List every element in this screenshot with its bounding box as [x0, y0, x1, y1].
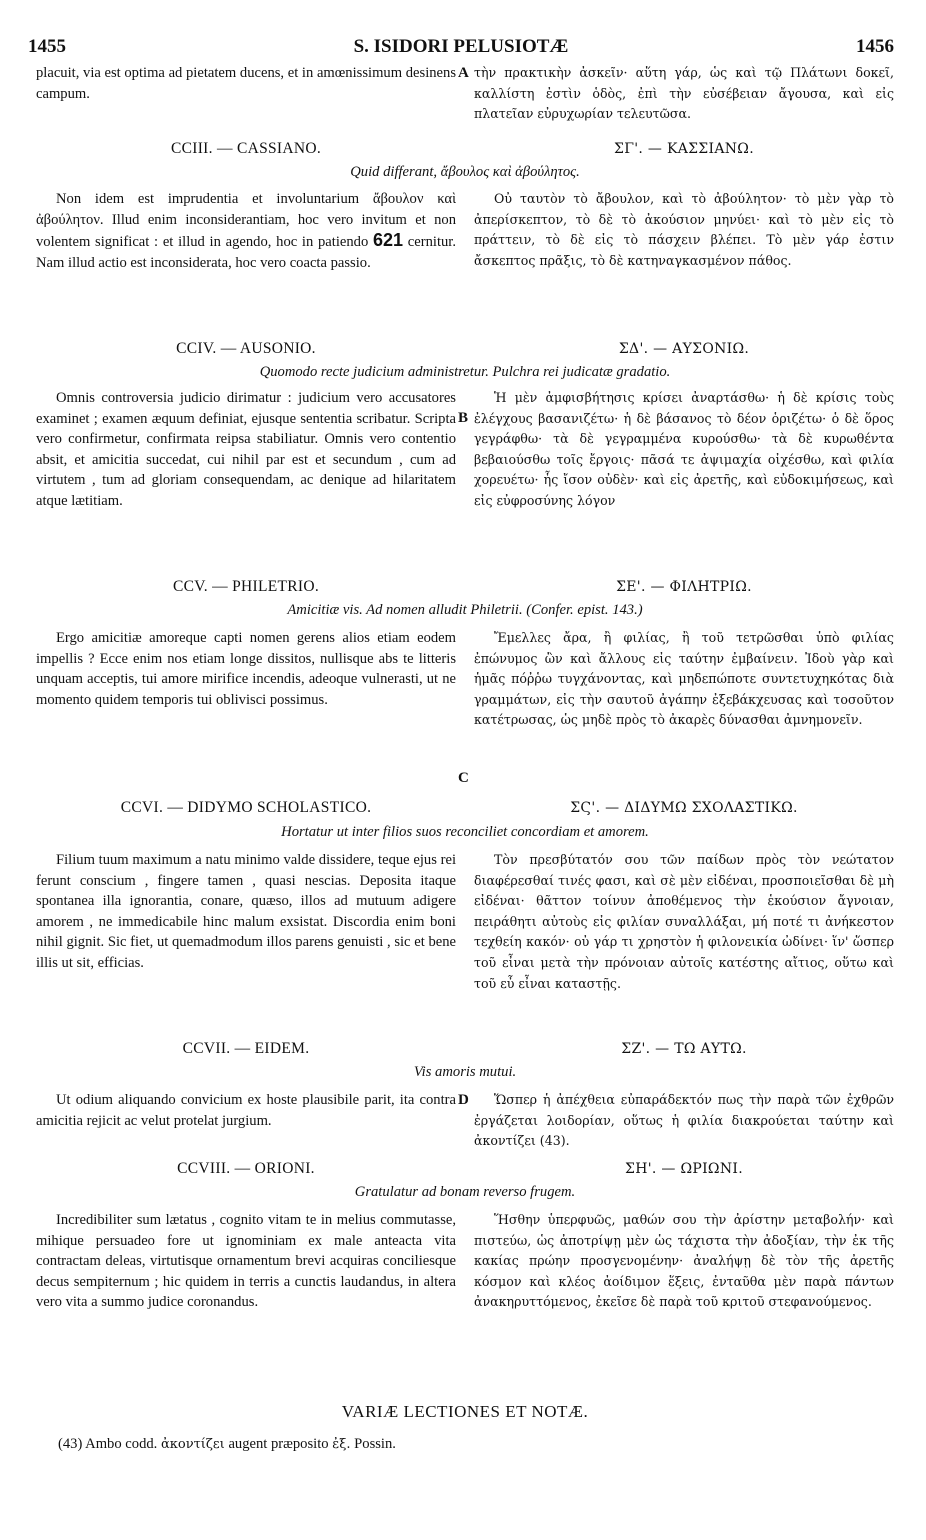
continuation-latin: placuit, via est optima ad pietatem ducens, et in amœnissimum desinens campum.: [36, 65, 456, 102]
letter-206-greek-title: ΣϚ'. — ΔΙΔΥΜΩ ΣΧΟΛΑΣΤΙΚΩ.: [570, 800, 798, 816]
margin-marker-b: B: [458, 410, 469, 426]
letter-203-latin-part1: Non idem est imprudentia et involuntarium ἄβουλον καὶ ἀβούλητον. Illud enim inconsiderantiam, hoc vero invitum et non volentem significat : et illud in agendo, hoc in patiendo: [36, 191, 456, 251]
letter-204-latin: Omnis controversia judicio dirimatur : judicium vero accusatores examinet ; examen æquum definiat, ejusque sententia scribatur. Scripta vero confirmetur, confirmata reipsa stabiliatur. Omnis vero contentio absit, et amicitia succedat, cui nihil par est et secundum , cum ad virtutem , tum ad gloriam consequendam, ac denique ad hilaritatem atque lætitiam.: [36, 390, 456, 509]
footnote-43: [58, 1436, 888, 1453]
letter-206-latin-title: CCVI. — DIDYMO SCHOLASTICO.: [120, 799, 372, 816]
footnote-greek-2: ἐξ.: [332, 1437, 351, 1452]
letter-206-latin: Filium tuum maximum a natu minimo valde dissidere, teque ejus rei ferunt conscium , fingere tamen , quasi nescias. Deposita itaque spontanea illa ignorantia, conare, quæso, illos ad mutuum adigere amorem , ne immedicabile hinc malum exsistat. Discordia enim boni nihil gignit. Sic fiet, ut quemadmodum illos parens genuisti , sic et bene illis ut sit, efficias.: [36, 852, 456, 971]
letter-207-greek: Ὥσπερ ἡ ἀπέχθεια εὐπαράδεκτόν πως τὴν παρὰ τῶν ἐχθρῶν ἐργάζεται λοιδορίαν, οὕτως ἡ φιλία διακρούεται ταύτην καὶ ἀκοντίζει (43).: [474, 1092, 894, 1149]
footnote-text-1: (43) Ambo codd.: [58, 1436, 158, 1452]
letter-205-latin-title: CCV. — PHILETRIO.: [172, 578, 320, 595]
letter-205-greek: Ἔμελλες ἄρα, ἢ φιλίας, ἢ τοῦ τετρῶσθαι ὑπὸ φιλίας ἐπώνυμος ὢν καὶ ἄλλους εἰς ταύτην ἐμβαίνειν. Ἰδοὺ γὰρ καὶ ἡμᾶς πόῤῥω τυγχάνοντας, καὶ μηδεπώποτε συντετυχηκότας διὰ γραμμάτων, εἰς τὴν σαυτοῦ ἀγάπην ἐξεβάκχευσας καὶ τοσοῦτον κατέτρωσας, ὡς μηδὲ πρὸς τὸ ἀκαρὲς δύνασθαι ἀμνημονεῖν.: [474, 630, 894, 728]
letter-208-latin: Incredibiliter sum lætatus , cognito vitam te in melius commutasse, mihique persuadeo fore ut ignominiam ex male anteacta vita contractam deleas, virtutisque ornamentum brevi acquiras conciliesque decus sempiternum ; hic quidem in terris a cunctis laudandus, in altera vero vita a summo judice coronandus.: [36, 1212, 456, 1311]
letter-203-latin-part2: cernitur. Nam illud actio est inconsiderata, hoc vero coacta passio.: [36, 234, 457, 271]
margin-marker-d: D: [458, 1092, 469, 1108]
letter-204-greek-title: ΣΔ'. — ΑΥΣΟΝΙΩ.: [618, 341, 750, 357]
letter-203-greek: Οὐ ταυτὸν τὸ ἄβουλον, καὶ τὸ ἀβούλητον· τὸ μὲν γὰρ τὸ ἀπερίσκεπτον, τὸ δὲ τὸ ἀκούσιον μηνύει· καὶ τὸ μὲν εἰς τὸ πράττειν, τὸ δὲ εἰς τὸ πάσχειν βλέπει. Τὸ μὲν γάρ ἐστιν ἄσκεπτος πρᾶξις, τὸ δὲ κατηναγκασμένον πάθος.: [474, 191, 894, 268]
letter-208-summary: Gratulatur ad bonam reverso frugem.: [354, 1184, 576, 1200]
running-title: S. ISIDORI PELUSIOTÆ: [353, 36, 569, 57]
column-number-left: 1455: [28, 36, 66, 57]
letter-203-latin-title: CCIII. — CASSIANO.: [170, 140, 322, 157]
footnote-greek-1: ἀκοντίζει: [160, 1437, 225, 1452]
continuation-greek: τὴν πρακτικὴν ἀσκεῖν· αὕτη γάρ, ὡς καὶ τῷ Πλάτωνι δοκεῖ, καλλίστη ἐστὶν ὁδὸς, ἐπὶ τὴν εὐσέβειαν ἄγουσα, καὶ εἰς πλατεῖαν εὐρυχωρίαν τελευτῶσα.: [474, 65, 894, 122]
letter-204-summary: Quomodo recte judicium administretur. Pulchra rei judicatæ gradatio.: [259, 364, 671, 380]
column-number-621: 621: [373, 230, 404, 251]
letter-204-latin-title: CCIV. — AUSONIO.: [176, 340, 316, 357]
letter-205-summary: Amicitiæ vis. Ad nomen alludit Philetrii. (Confer. epist. 143.): [287, 602, 643, 618]
letter-203-summary: Quid differant, ἄβουλος καὶ ἀβούλητος.: [350, 164, 580, 180]
running-header: [28, 36, 894, 60]
margin-marker-a: A: [458, 65, 469, 81]
letter-205-latin: Ergo amicitiæ amoreque capti nomen gerens alios etiam eodem impellis ? Ecce enim nos etiam longe dissitos, nullisque abs te litteris unquam acceptis, tui amore mirifice incendis, adeoque vulnerasti, ut ne momento quidem temporis tui oblivisci possimus.: [36, 630, 456, 708]
letter-208-greek-title: ΣΗ'. — ΩΡΙΩΝΙ.: [625, 1161, 743, 1177]
letter-206-greek: Τὸν πρεσβύτατόν σου τῶν παίδων πρὸς τὸν νεώτατον διαφέρεσθαί τινές φασι, καὶ σὲ μὲν εἰδέναι, προσποιεῖσθαι δὲ μὴ εἰδέναι· θᾶττον τοίνυν ἀποθέμενος τὴν ἑκούσιον ἄγνοιαν, πειράθητι αὐτοὺς εἰς φιλίαν συναλλάξαι, μή ποτέ τι ἀνήκεστον τεχθείη κακόν· οὐ γάρ τι χρηστὸν ἡ φιλονεικία ὠδίνει· ἵν' ὥσπερ τοῦ εἶναι μετὰ τὴν πρόνοιαν αὐτοῖς κατέστης αἴτιος, οὕτω καὶ τοῦ εὖ εἶναι καταστῇς.: [474, 852, 894, 991]
letter-203-greek-title: ΣΓ'. — ΚΑΣΣΙΑΝΩ.: [614, 141, 754, 157]
letter-204-greek: Ἡ μὲν ἀμφισβήτησις κρίσει ἀναρτάσθω· ἡ δὲ κρίσις τοὺς ἐλέγχους βασανιζέτω· ἡ δὲ βάσανος τὸ δέον ὁριζέτω· ὁ δὲ ὅρος γεγράφθω· τὰ δὲ γεγραμμένα κυρούσθω· τὰ δὲ κυρωθέντα βεβαιούσθω τοῖς ἔργοις· πᾶσά τε ἀψιμαχία οἰχέσθω, καὶ φιλία χορευέτω· ἧς ἴσον οὐδὲν· καὶ εἰς ἀρετῆς, καὶ εὐδοκιμήσεως, καὶ εἰς εὐφροσύνης λόγον: [474, 390, 894, 508]
letter-208-greek: Ἥσθην ὑπερφυῶς, μαθών σου τὴν ἀρίστην μεταβολήν· καὶ πιστεύω, ὡς ἀποτρίψῃ μὲν ὡς τάχιστα τὴν ἀδοξίαν, τὴν ἐκ τῆς κακίας πρώην προσγενομένην· ἀναλήψῃ δὲ τὸν τῆς ἀρετῆς κόσμον καὶ κλέος ἀοίδιμον ἕξεις, ἐνταῦθα μὲν παρὰ πάντων ἀνακηρυττόμενος, ἐκεῖσε δὲ παρὰ τοῦ κριτοῦ στεφανούμενος.: [474, 1212, 894, 1310]
letter-205-greek-title: ΣΕ'. — ΦΙΛΗΤΡΙΩ.: [616, 579, 752, 595]
letter-207-latin-title: CCVII. — EIDEM.: [182, 1040, 310, 1057]
letter-206-summary: Hortatur ut inter filios suos reconciliet concordiam et amorem.: [281, 824, 649, 840]
letter-208-latin-title: CCVIII. — ORIONI.: [177, 1160, 315, 1177]
column-number-right: 1456: [856, 36, 894, 57]
margin-marker-c: C: [458, 770, 469, 786]
letter-207-summary: Vis amoris mutui.: [413, 1064, 517, 1080]
footnote-text-3: Possin.: [354, 1436, 396, 1452]
notes-title: VARIÆ LECTIONES ET NOTÆ.: [341, 1402, 589, 1421]
footnote-text-2: augent præposito: [228, 1436, 329, 1452]
letter-203-latin: [36, 189, 456, 273]
letter-207-greek-title: ΣΖ'. — ΤΩ ΑΥΤΩ.: [621, 1041, 747, 1057]
letter-207-latin: Ut odium aliquando convicium ex hoste plausibile parit, ita contra amicitia rejicit ac velut protelat jurgium.: [36, 1092, 456, 1129]
